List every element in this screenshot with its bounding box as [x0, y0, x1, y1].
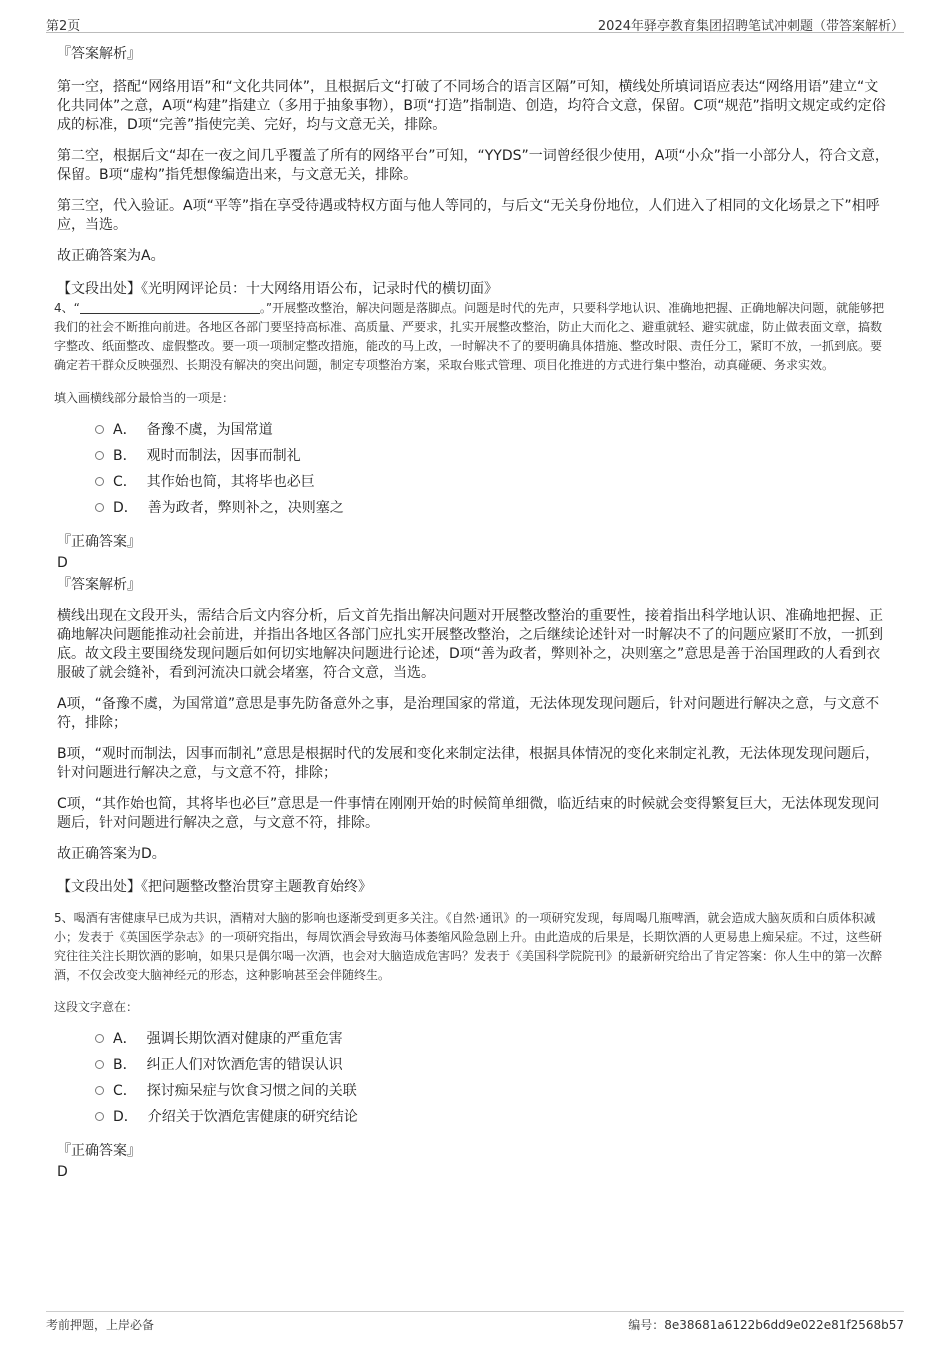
- q4-correct-heading: 『正确答案』: [57, 534, 141, 550]
- q4-text: 。”开展整改整治，解决问题是落脚点。问题是时代的先声，只要科学地认识、准确地把握、正确地解决问题，就能够把我们的社会不断推向前进。各地区各部门要坚持高标准、高质量、严要求，扎实开展整改整治，防止大而化之、避重就轻、避实就虚，防止做表面文章，搞数字整改、纸面整改、虚假整改。要一项一项制定整改措施，能改的马上改，一时解决不了的要明确具体措施、整改时限、责任分工，紧盯不放，一抓到底。要确定若干群众反映强烈、长期没有解决的突出问题，制定专项整治方案，采取台账式管理、项目化推进的方式进行集中整治，动真碰硬、务求实效。: [54, 301, 885, 372]
- footer-slogan: 考前押题，上岸必备: [46, 1318, 155, 1332]
- page-header: [46, 12, 904, 33]
- q4-option-b[interactable]: B． 观时而制法，因事而制礼: [95, 447, 892, 473]
- q4-stem: [54, 299, 892, 375]
- radio-icon[interactable]: [95, 451, 104, 460]
- q3-conclusion: 故正确答案为A。: [57, 248, 165, 264]
- document-code: 编号：8e38681a6122b6dd9e022e81f2568b57: [628, 1318, 904, 1332]
- q4-analysis-paragraph: B项，“观时而制法，因事而制礼”意思是根据时代的发展和变化来制定法律，根据具体情况的变化来制定礼教，无法体现发现问题后，针对问题进行解决之意，与文意不符，排除；: [57, 746, 880, 781]
- q3-analysis-paragraph: 第三空，代入验证。A项“平等”指在享受待遇或特权方面与他人等同的，与后文“无关身份地位，人们进入了相同的文化场景之下”相呼应，当选。: [57, 198, 880, 233]
- q4-analysis-paragraph: C项，“其作始也简，其将毕也必巨”意思是一件事情在刚刚开始的时候简单细微，临近结束的时候就会变得繁复巨大，无法体现发现问题后，针对问题进行解决之意，与文意不符，排除。: [57, 796, 880, 831]
- q3-analysis-heading: 『答案解析』: [57, 46, 141, 62]
- q4-option-d[interactable]: D． 善为政者，弊则补之，决则塞之: [95, 499, 892, 525]
- q3-analysis-paragraph: 第二空，根据后文“却在一夜之间几乎覆盖了所有的网络平台”可知，“YYDS”一词曾经很少使用，A项“小众”指一小部分人，符合文意，保留。B项“虚构”指凭想像编造出来，与文意无关，排除。: [57, 148, 889, 183]
- q5-option-a[interactable]: A． 强调长期饮酒对健康的严重危害: [95, 1030, 892, 1056]
- q4-source: 【文段出处】《把问题整改整治贯穿主题教育始终》: [57, 879, 372, 895]
- q5-options: [95, 1030, 892, 1134]
- radio-icon[interactable]: [95, 1060, 104, 1069]
- q5-correct-answer: D: [57, 1164, 68, 1180]
- radio-icon[interactable]: [95, 1086, 104, 1095]
- answer-blank: [80, 300, 260, 314]
- q4-options: [95, 421, 892, 525]
- q4-correct-answer: D: [57, 555, 68, 571]
- q4-prompt: 填入画横线部分最恰当的一项是：: [54, 391, 235, 405]
- q5-stem: 5、喝酒有害健康早已成为共识，酒精对大脑的影响也逐渐受到更多关注。《自然·通讯》的一项研究发现，每周喝几瓶啤酒，就会造成大脑灰质和白质体积减小；发表于《英国医学杂志》的一项研究指出，每周饮酒会导致海马体萎缩风险急剧上升。由此造成的后果是，长期饮酒的人更易患上痴呆症。不过，这些研究往往关注长期饮酒的影响，如果只是偶尔喝一次酒，也会对大脑造成危害吗？发表于《美国科学院院刊》的最新研究给出了肯定答案：你人生中的第一次醉酒，不仅会改变大脑神经元的形态，这种影响甚至会伴随终生。: [54, 911, 883, 982]
- radio-icon[interactable]: [95, 1112, 104, 1121]
- q5-prompt: 这段文字意在：: [54, 1000, 139, 1014]
- radio-icon[interactable]: [95, 477, 104, 486]
- q4-analysis-heading: 『答案解析』: [57, 577, 141, 593]
- radio-icon[interactable]: [95, 1034, 104, 1043]
- document-title: 2024年驿亭教育集团招聘笔试冲刺题（带答案解析）: [597, 19, 904, 34]
- q4-conclusion: 故正确答案为D。: [57, 846, 166, 862]
- q5-option-c[interactable]: C． 探讨痴呆症与饮食习惯之间的关联: [95, 1082, 892, 1108]
- q4-analysis-paragraph: A项，“备豫不虞，为国常道”意思是事先防备意外之事，是治理国家的常道，无法体现发现问题后，针对问题进行解决之意，与文意不符，排除；: [57, 696, 880, 731]
- q4-analysis-paragraph: 横线出现在文段开头，需结合后文内容分析，后文首先指出解决问题对开展整改整治的重要性，接着指出科学地认识、准确地把握、正确地解决问题能推动社会前进，并指出各地区各部门应扎实开展整改整治，之后继续论述针对一时解决不了的问题应紧盯不放，一抓到底。故文段主要围绕发现问题后如何切实地解决问题进行论述，D项“善为政者，弊则补之，决则塞之”意思是善于治国理政的人看到衣服破了就会缝补，看到河流决口就会堵塞，符合文意，当选。: [57, 608, 883, 681]
- q5-correct-heading: 『正确答案』: [57, 1143, 141, 1159]
- q3-source: 【文段出处】《光明网评论员：十大网络用语公布，记录时代的横切面》: [57, 281, 498, 297]
- q5-option-d[interactable]: D． 介绍关于饮酒危害健康的研究结论: [95, 1108, 892, 1134]
- q5-option-b[interactable]: B． 纠正人们对饮酒危害的错误认识: [95, 1056, 892, 1082]
- page-content: [54, 44, 892, 1184]
- q4-option-a[interactable]: A． 备豫不虞，为国常道: [95, 421, 892, 447]
- q4-number: 4、“: [54, 301, 80, 315]
- page-footer: [46, 1311, 904, 1336]
- q4-option-c[interactable]: C． 其作始也简，其将毕也必巨: [95, 473, 892, 499]
- radio-icon[interactable]: [95, 503, 104, 512]
- page-number: 第2页: [46, 19, 81, 34]
- q3-analysis-paragraph: 第一空，搭配“网络用语”和“文化共同体”，且根据后文“打破了不同场合的语言区隔”可知，横线处所填词语应表达“网络用语”建立“文化共同体”之意，A项“构建”指建立（多用于抽象事物），B项“打造”指制造、创造，均符合文意，保留。C项“规范”指明文规定或约定俗成的标准，D项“完善”指使完美、完好，均与文意无关，排除。: [57, 79, 886, 133]
- radio-icon[interactable]: [95, 425, 104, 434]
